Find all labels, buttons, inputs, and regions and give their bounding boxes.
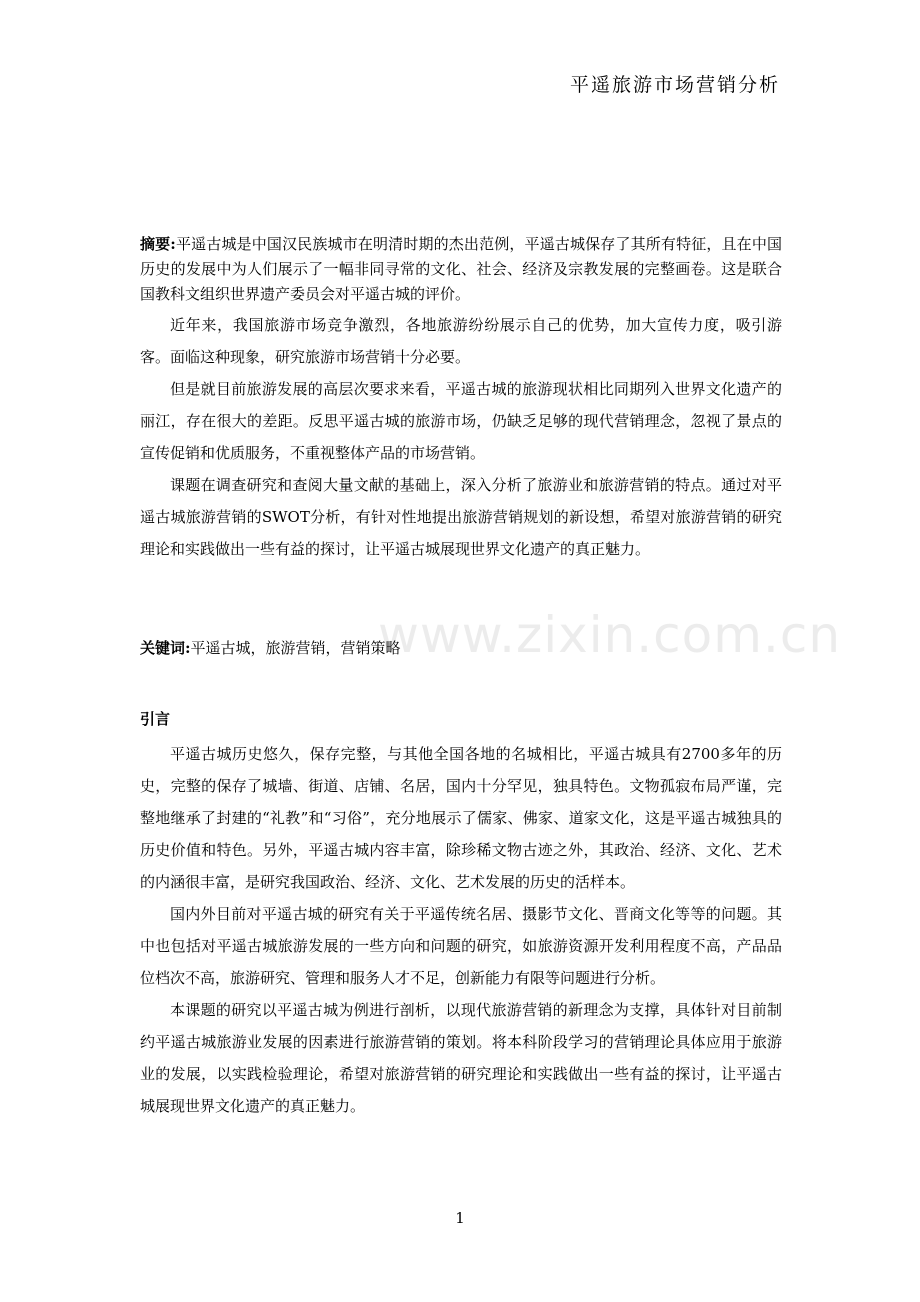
abstract-body-paragraph: 但是就目前旅游发展的高层次要求来看，平遥古城的旅游现状相比同期列入世界文化遗产的丽江，存在很大的差距。反思平遥古城的旅游市场，仍缺乏足够的现代营销理念，忽视了景点的宣传促销和优质服务，不重视整体产品的市场营销。 xyxy=(140,380,782,462)
abstract-paragraph xyxy=(140,232,782,307)
abstract-body-paragraph: 课题在调查研究和查阅大量文献的基础上，深入分析了旅游业和旅游营销的特点。通过对平遥古城旅游营销的SWOT分析，有针对性地提出旅游营销规划的新设想，希望对旅游营销的研究理论和实践做出一些有益的探讨，让平遥古城展现世界文化遗产的真正魅力。 xyxy=(140,476,782,558)
introduction-paragraph: 本课题的研究以平遥古城为例进行剖析，以现代旅游营销的新理念为支撑，具体针对目前制约平遥古城旅游业发展的因素进行旅游营销的策划。将本科阶段学习的营销理论具体应用于旅游业的发展，以实践检验理论，希望对旅游营销的研究理论和实践做出一些有益的探讨，让平遥古城展现世界文化遗产的真正魅力。 xyxy=(140,1001,782,1115)
page-number: 1 xyxy=(455,1209,465,1227)
abstract-label: 摘要: xyxy=(140,235,176,253)
keywords-label: 关键词: xyxy=(140,639,191,657)
introduction-paragraph: 平遥古城历史悠久，保存完整，与其他全国各地的名城相比，平遥古城具有2700多年的历史，完整的保存了城墙、街道、店铺、名居，国内十分罕见，独具特色。文物孤寂布局严谨，完整地继承了封建的“礼教”和“习俗”，充分地展示了儒家、佛家、道家文化，这是平遥古城独具的历史价值和特色。另外，平遥古城内容丰富，除珍稀文物古迹之外，其政治、经济、文化、艺术的内涵很丰富，是研究我国政治、经济、文化、艺术发展的历史的活样本。 xyxy=(140,745,782,891)
document-header-title: 平遥旅游市场营销分析 xyxy=(569,74,780,96)
introduction-paragraph: 国内外目前对平遥古城的研究有关于平遥传统名居、摄影节文化、晋商文化等等的问题。其中也包括对平遥古城旅游发展的一些方向和问题的研究，如旅游资源开发利用程度不高，产品品位档次不高，旅游研究、管理和服务人才不足，创新能力有限等问题进行分析。 xyxy=(140,905,782,987)
keywords-text: 平遥古城，旅游营销，营销策略 xyxy=(190,639,401,657)
introduction-section xyxy=(140,707,782,1122)
abstract-text: 平遥古城是中国汉民族城市在明清时期的杰出范例，平遥古城保存了其所有特征，且在中国历史的发展中为人们展示了一幅非同寻常的文化、社会、经济及宗教发展的完整画卷。这是联合国教科文组织世界遗产委员会对平遥古城的评价。 xyxy=(140,235,782,303)
abstract-body-paragraph: 近年来，我国旅游市场竞争激烈，各地旅游纷纷展示自己的优势，加大宣传力度，吸引游客。面临这种现象，研究旅游市场营销十分必要。 xyxy=(140,316,782,366)
abstract-section xyxy=(140,232,782,565)
watermark: www.zixin.com.cn xyxy=(378,606,842,664)
section-heading: 引言 xyxy=(140,710,171,728)
keywords-line xyxy=(140,636,401,661)
